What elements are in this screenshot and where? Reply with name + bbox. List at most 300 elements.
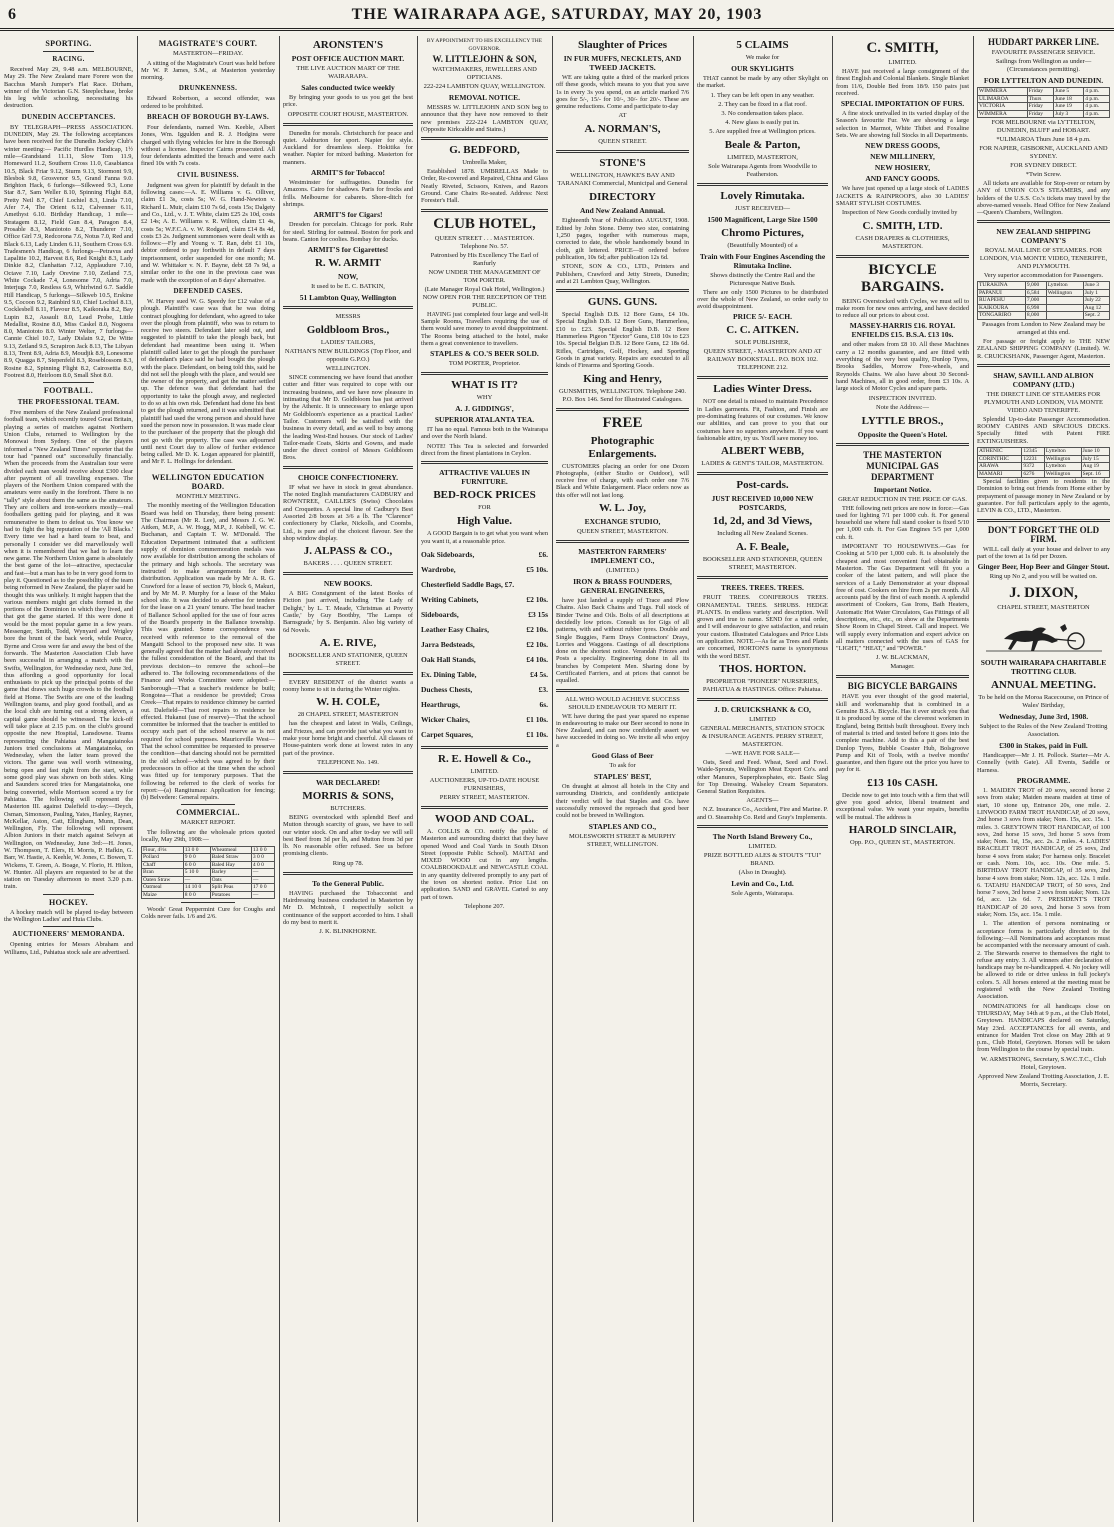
table-cell: Lyttelton	[1046, 282, 1083, 290]
column-sporting	[4, 36, 133, 1522]
article-text: A hockey match will be played to-day between the Wellington Ladies' and Huia Clubs.	[4, 908, 133, 924]
article-text: A sitting of the Magistrate's Court was held before Mr W. P. James, S.M., at Masterton yesterday morning.	[141, 59, 275, 82]
furniture-item-text: Writing Cabinets,	[421, 594, 479, 604]
ad-subheading: NEW ZEALAND SHIPPING COMPANY'S	[996, 227, 1091, 246]
section-heading: MAGISTRATE'S COURT.	[158, 39, 258, 48]
ad-subheading: MASSEY-HARRIS £16. ROYAL ENFIELDS £15. B.S.A. £13 10s.	[849, 321, 956, 340]
ad-divider	[421, 372, 548, 375]
price-row	[142, 884, 275, 892]
ad-text: HAVING purchased the Tobacconist and Hairdressing business conducted in Masterton by Mr D. McIntosh, I respectfully solicit a continuance of the support accorded to him. I shall do my best to merit it.	[283, 889, 413, 926]
furniture-item	[421, 697, 548, 712]
ad-divider	[421, 806, 548, 809]
ad-text: LADIES & GENT'S TAILOR, MASTERTON.	[701, 460, 824, 468]
table-cell: PAPANUI	[978, 289, 1026, 297]
ad-subheading: ARMIT'S for Cigars!	[313, 210, 383, 220]
table-cell: 13 0 0	[183, 846, 210, 854]
ad-divider	[697, 576, 828, 579]
ad-text: Westminster for suffragettes. Dunedin for Amazons. Cairo for shadows. Paris for frocks and frills. Melbourne for cabarets. Shore-ditch for shrimps.	[283, 179, 413, 208]
ad-text: FAVOURITE PASSENGER SERVICE.	[991, 49, 1096, 56]
ad-text: BOOKSELLER AND STATIONER, QUEEN STREET.	[288, 651, 408, 667]
ad-divider	[977, 519, 1110, 522]
table-cell: 14 10 0	[183, 884, 210, 892]
furniture-item-text: Carpet Squares,	[421, 729, 473, 739]
ad-text: GREAT REDUCTION IN THE PRICE OF GAS.	[838, 495, 967, 503]
article-text: W. Harvey sued W. G. Speedy for £12 value of a plough. Plaintiff's case was that he was doing contract ploughing for defendant, who agreed to take over the plough from plaintiff, who was to return to receive two steers. Defendant later sold out, and suggested to plaintiff to take the plough back, but defendant had meantime been using it. When plaintiff called later to get the plough the purchaser of defendant's place said he had bought the plough with the place. Defendant, on being told this, said he did not sell the plough with the place, and would see the owner of the property, and get the matter settled up. The defence was that defendant had the opportunity to take the plough away, and neglected to do so at his own risk. Defendant had done his best to get the plough returned, and it was submitted that plaintiff had used the wrong person and should have sued the person now in possession. It was made clear to the purchaser of the property that the plough did not go with the property. The case was adjourned until next Court day to allow of further evidence being called. Mr D. K. Logan appeared for plaintiff, and Mr F. L. Hollings for defendant.	[141, 297, 275, 466]
ad-text: *ULIMAROA Thurs June 18 4 p.m.	[996, 136, 1091, 143]
furniture-item-text: £3 15s	[528, 609, 548, 619]
ad-divider	[697, 698, 828, 701]
ad-text: J. K. BLINKHORNE.	[319, 928, 377, 936]
article-text: The following are the wholesale prices quoted locally, May 29th, 1908:—	[141, 828, 275, 844]
ad-text: OPPOSITE COURT HOUSE, MASTERTON.	[287, 110, 409, 118]
ad-divider	[556, 408, 689, 411]
article-text: BY TELEGRAPH—PRESS ASSOCIATION. DUNEDIN, May 29. The following acceptances have been received for the Dunedin Jockey Club's winter meeting:— Pacific Hurdles Handicap, 1½ mile—Grandstand 11.11, Slow Tom 11.9, Homeward 11.2, Southern Cross 11.0, Casabianca 10.5, Black Friar 9.12, Sturm 9.13, Stormont 9.9, Blesbok 9.8, Grosvenor 9.5, Grand Fanna 9.0. Brighton Hack, 6 furlongs—Silkweed 9.3, Lone Star 8.7, Sam Weller 8.10, Spinning Flight 8.8, Pretty Neil 8.7, Chief Lochiel 8.3, Linda 7.10, Afer 7.4, The Orient 6.12, Calvenner 6.11, Amethyst 6.10. Birthday Handicap, 1 mile—Stratagem 8.12, Field Gun 8.4, Paragon 8.4, Prosable 8.3, Maniototo 8.2, Thunderer 7.10, Office Girl 7.9, Redcorona 7.6, Notus 7.0, Red and Black 6.13, Lady Linden 6.11, Southern Cross 6.9. Tradesmen's Handicap, 6 furlongs—Petravus and Lapalitie 10.2, Harvest 8.6, Red Knight 8.3, Lady Dinkie 8.2, Clanhattan 7.12, Applaudure 7.10, Octave 7.10, Lady Orevine 7.10, Zetland 7.5, White Cockade 7.4, Lonesome 7.0, Adria 7.0, Interjugs 7.0, Restless 6.9, Whirlwind 6.7. Saddle Hill Handicap, 5 furlongs—Silkweb 10.5, Erskine 9.5, Cocoon 9.2, Rainbird 9.0, Chief Lochiel 8.13, Cocklesbell 8.11, Flavour 8.5, Kaikoraka 8.2, Bay Lupin 8.2, Assault 8.0, Lead Probe, Little Medallist, Rosine 8.0, Miss Caskel 8.0, Nogoera 8.0, Maniototo 8.0. Winter Welter, 7 furlongs—Cannie Chiel 10.7, Lady Dislain 9.2, De Witte 9.13, Zetland 9.5, Scrapiron Jack 8.13, The Libyan 8.13, Trent 8.9, Adria 8.9, Moudjik 8.9, Lonesome 8.9, Quagga 8.7, Stepenfeld 8.3, Roseblossom 8.3, Rosine 8.2, Spinning Flight 8.2, Cairosettia 8.0, Footrest 8.0, Heirloom 8.0, Small Shot 8.0.	[4, 123, 133, 379]
furniture-item	[421, 607, 548, 622]
table-cell: ATHENIC	[978, 448, 1022, 456]
ad-divider	[836, 675, 969, 678]
table-cell: Oats	[210, 876, 251, 884]
ad-subheading: The North Island Brewery Co.,	[712, 832, 813, 842]
sailing-row	[978, 110, 1110, 118]
ad-subheading: ARMIT'S for Cigarettes!	[307, 245, 389, 255]
ad-text: WELLINGTON, HAWKE'S BAY AND TARANAKI Commercial, Municipal and General	[557, 172, 688, 188]
furniture-item-text: Oak Hall Stands,	[421, 654, 476, 664]
ad-text: CUSTOMERS placing an order for one Dozen Photographs, (either Studio or Outdoor), will receive free of charge, with each order one 7/6 Black and White Enlargement. Place orders now as this offer will not last long.	[556, 462, 689, 499]
article-text: Five members of the New Zealand professional football team, which recently toured Great Britain, playing a series of matches against Northern Union Clubs, returned to Wellington by the Monowai from Sydney. One of the players informed a "New Zealand Times" reporter that the tour had "panned out" successfully financially. When the proceeds from the Australian tour were divided each man would receive about £300 clear after payment of all travelling expenses. The players of the Northern Union compared with the amateurs were easily in the forefront. There is no "tally" style about them the same as the amateurs. They are colliers and iron-workers mostly—real footballers getting paid for playing, and it was remunerative to them to defeat us. You know we had to fight the big reputation of the 'All Blacks.' Every time we had a hard team to beat, and personally I consider we did marvellously well when it is remembered that we had to learn the new game. The Northern Union game is absolutely the best game of the lot—attractive, spectacular and fast—but a man has to be in very good form to play it. Questioned as to the possibility of the team being reformed in New Zealand, the player said he thought this was unlikely. It might happen that the various members might get clubs formed in the portions of the Dominion in which they lived, and that got the game started. If this were done it would be the most popular game in a few years. Messenger, Smith, Todd, Wynyard and Wrigley bore the brunt of the back work, while Pearce, Byrne and Cross were far and away the best of the forwards. The Masterton Association Club have been successful in arranging a match with the Swifts, Wellington, for Wednesday next, June 3rd, thus affording a good opportunity for local enthusiasts to pick up the principal points of the game that draws such huge crowds to the football field at Home. The Swifts are one of the leading Wellington teams, and play good football, and as the local club are turning out a strong eleven, a capital game should be witnessed. The kick-off will take place at 2.15 p.m. on the club's ground opposite the new Hospital, Lansdowne. Teams representing the Pahiatua and Mangatainoka Juniors tried conclusions at Mangatainoka, on Wednesday, when the latter team proved the victors. The game was well worth witnessing, being open and fast right from the start, while some good play was shown on both sides. King and Saunders scored tries for Mangatainoka, one being converted, while Morrison scored a try for Pahiatua. The following will represent the Masterton III. against Dalefield to-day:—Deych, Osman, Simonson, Pauling, Yates, Hanley, Rayner, McKellar, Aston, Catt, Ellingham, Munn, Dean, Wellington, Fly. The following will represent Albion Juniors in their match against Selwyn at Wellington, on Wednesday, June 3rd:—H. Jones, W. Thompson, T. Elers, H. Morris, P. Hafkin, G. Barr, W. Hastie, A. Keehle, W. Jones, C. Bowen, T. Wickens, T. Green, A. Boage, V. Florio, H. Hilton, W. Hunter. All players are requested to be at the station on Tuesday afternoon to meet 3.20 p.m. train.	[4, 409, 133, 891]
subheading: MONTHLY MEETING.	[175, 492, 241, 500]
ad-text: Ring up 78.	[332, 859, 364, 867]
furniture-item-text: £2 10s.	[526, 594, 548, 604]
ad-subheading: Important Notice.	[873, 484, 932, 494]
ad-divider	[421, 461, 548, 464]
ad-text: HAVE you ever thought of the good material, skill and workmanship that is combined in a Genuine B.S.A. Bicycle. Has it ever struck you that it is produced by some of the cleverest workmen in England, being British built throughout. Every inch of material is tried and tested before it goes into the complete machine. Add to this a pair of the best Dunlop Tyres, Bubble Coaster Hub, Bolsgroove Pump and Kit of Tools, with a twelve months' guarantee, and then figure out the price you have to pay for it.	[836, 693, 969, 774]
subheading: THE PROFESSIONAL TEAM.	[17, 398, 120, 407]
table-cell: TONGARIRO	[978, 312, 1026, 320]
ad-heading: Goldbloom Bros.,	[306, 324, 390, 337]
table-cell: Aug 19	[1081, 463, 1109, 471]
ad-heading: BIG BICYCLE BARGAINS	[847, 681, 958, 692]
price-row	[142, 854, 275, 862]
furniture-item-text: £4 5s.	[530, 669, 548, 679]
ad-text: THE following nett prices are now in force:—Gas used for lighting 7/1 per 1000 cub. ft. For general household use where full stand cooker is fixed 5/10 per 1,000 cub. ft. For Gas Engines 5/5 per 1,000 cub. ft.	[836, 504, 969, 541]
ad-text: CASH DRAPERS & CLOTHIERS, MASTERTON.	[855, 234, 950, 250]
ad-subheading: A. J. GIDDINGS',	[455, 404, 514, 414]
ad-subheading: EXCHANGE STUDIO,	[584, 517, 661, 527]
table-cell: June 5	[1053, 88, 1083, 96]
ad-text: MESSRS	[335, 313, 361, 321]
furniture-item-text: £1 10s.	[526, 729, 548, 739]
section-heading: AUCTIONEERS' MEMORANDA.	[12, 930, 125, 939]
ad-subheading: JUST RECEIVED 10,000 NEW POSTCARDS,	[711, 494, 814, 513]
ad-text: There are only 1500 Pictures to be distributed over the whole of New Zealand, so order early to avoid disappointment.	[697, 288, 828, 311]
price-row	[142, 876, 275, 884]
ad-text: Established 1878. UMBRELLAS Made to Order, Re-covered and Repaired, China and Glass Neatly Riveted, Scissors, Knives, and Razors Ground. Cane Chairs Re-seated. Address: Next Forester's Hall.	[421, 168, 548, 205]
table-cell: 9,000	[1025, 282, 1046, 290]
ad-text: FOR MELBOURNE via LYTTELTON, DUNEDIN, BLUFF and HOBART.	[991, 119, 1096, 134]
ad-text: Handicapper—Mr J. H. Pollock. Starter—Mr A. Connelly (with Gate). All Events, Saddle or Harness.	[977, 752, 1110, 774]
ad-subheading: Levin and Co., Ltd.	[731, 879, 794, 889]
ad-divider	[556, 689, 689, 692]
table-cell: June 3	[1083, 282, 1109, 290]
ad-text: Dresden for porcelain. Chicago for pork. Ruhr for steel. Stirling for oatmeal. Boston for pork and beans. Canton for coolies. Bombay for ducks.	[283, 221, 413, 243]
sailing-row	[978, 95, 1110, 103]
table-cell: Wellington	[1044, 470, 1081, 478]
table-cell: Friday	[1027, 103, 1053, 111]
table-cell: —	[183, 876, 210, 884]
ad-text: Telephone 207.	[464, 902, 505, 910]
ad-text: PERRY STREET, MASTERTON.	[439, 793, 530, 801]
ad-subheading: 51 Lambton Quay, Wellington	[299, 293, 397, 303]
column-rule	[693, 36, 694, 1522]
ad-text: Umbrella Maker,	[462, 159, 507, 167]
table-cell: 4 p.m.	[1084, 95, 1110, 103]
ad-heading: Photographic Enlargements.	[588, 434, 657, 460]
furniture-item	[421, 712, 548, 727]
ad-subheading: FOR LYTTELTON AND DUNEDIN.	[983, 76, 1104, 85]
ad-heading: A. NORMAN'S,	[584, 123, 661, 136]
ad-text: QUEEN STREET.	[598, 138, 647, 146]
department-list	[836, 141, 969, 183]
section-heading: FOOTBALL.	[43, 386, 94, 396]
ad-text: Inspection of New Goods cordially invited by	[842, 209, 958, 217]
masthead	[0, 4, 1114, 31]
ad-text: On draught at almost all hotels in the City and surrounding Districts, and confidently anticipate their verdict will be that Staples and Co. have successfully removed the reproach that good beer could not be brewed in Wellington.	[556, 783, 689, 820]
ad-divider	[836, 255, 969, 258]
ad-divider	[697, 472, 828, 475]
table-cell: —	[251, 869, 274, 877]
ad-heading: GUNS. GUNS.	[587, 296, 658, 309]
ad-subheading: NEW BOOKS.	[323, 579, 373, 589]
ad-text: INSPECTION INVITED.	[868, 394, 937, 402]
column-rule	[279, 36, 280, 1522]
trotting-horse-illustration	[984, 615, 1104, 655]
table-cell: 4 p.m.	[1084, 110, 1110, 118]
table-cell: June 18	[1053, 95, 1083, 103]
ad-text: BAKERS . . . . QUEEN STREET.	[303, 560, 393, 568]
ad-text: 222-224 LAMBTON QUAY, WELLINGTON.	[423, 83, 546, 90]
ad-heading: WHAT IS IT?	[451, 379, 518, 392]
ad-subheading: STAPLES AND CO.,	[588, 821, 657, 831]
subheading: MASTERTON—FRIDAY.	[172, 50, 244, 57]
ad-text: 28 CHAPEL STREET, MASTERTON	[297, 711, 399, 719]
ad-heading: DIRECTORY	[589, 191, 656, 204]
ad-subheading: Good Glass of Beer	[591, 751, 654, 761]
ad-text: *Twin Screw.	[1025, 171, 1062, 178]
ad-text: 1. The attention of persons nominating or acceptance forms is particularly directed to the following:—All Nominations and acceptances must be accompanied with the necessary amount of cash. 2. The Stewards reserve to themselves the right to refuse any entry. 3. All winners after declaration of handicaps may be re-handicapped. 4. No jockey will be allowed to ride or drive unless in full jockey's colors. 5. All horses entered at the meeting must be registered with the New Zealand Trotting Association.	[977, 920, 1110, 1001]
subheading: MARKET REPORT.	[180, 819, 236, 827]
article-text: Opening entries for Messrs Abraham and Williams, Ltd., Pahiatua stock sale are advertised.	[4, 941, 133, 956]
table-cell: Wellington	[1044, 455, 1081, 463]
table-cell: 4 p.m.	[1084, 88, 1110, 96]
furniture-item	[421, 667, 548, 682]
ad-divider	[556, 540, 689, 543]
ad-text: To ask for	[609, 762, 636, 770]
list-item: NEW MILLINERY,	[870, 152, 935, 162]
ad-text: WE are taking quite a third of the marked prices off these goods, which means to you that you save 1s in every 3s you spend, on an article marked 7/6 goes for 5/-, 15/- for 10/-, 30/- for 20/-. These are genuine reductions. Come and participate to-day	[556, 74, 689, 111]
ad-heading: FREE	[602, 414, 643, 431]
table-cell: 7,000	[1025, 297, 1046, 305]
furniture-item-text: £4 10s.	[526, 654, 548, 664]
column-ads-1	[283, 36, 413, 1522]
ad-subheading: Ginger Beer, Hop Beer and Ginger Stout.	[977, 562, 1110, 572]
table-cell: 6276	[1022, 470, 1045, 478]
furniture-item-text: £2 10s.	[526, 624, 548, 634]
furniture-item	[421, 577, 548, 592]
ad-text: QUEEN STREET, MASTERTON.	[576, 528, 669, 536]
ad-text: THE DIRECT LINE OF STEAMERS FOR PLYMOUTH AND LONDON, VIA MONTE VIDEO AND TENERIFFE.	[984, 390, 1103, 414]
ad-text: (Late Manager Royal Oak Hotel, Wellington.) NOW OPEN FOR THE RECEPTION OF THE PUBLIC.	[422, 285, 547, 309]
table-cell: Bran	[142, 869, 184, 877]
price-row	[142, 846, 275, 854]
section-heading: HOCKEY.	[49, 897, 88, 907]
ad-heading: High Value.	[456, 515, 513, 528]
table-cell: Friday	[1027, 110, 1053, 118]
ad-text: Approved New Zealand Trotting Association, J. E. Morris, Secretary.	[977, 1072, 1110, 1088]
table-cell: 12231	[1022, 455, 1045, 463]
furniture-item	[421, 727, 548, 742]
column-ads-2	[421, 36, 548, 1522]
ad-text: Decide now to get into touch with a firm that will give you good advice, liberal treatment and exceptional value. We want your repairs, benefits will be mutual. The address is	[836, 791, 969, 821]
ad-divider	[283, 123, 413, 126]
ad-text: IF what we have in stock in great abundance. The noted English manufacturers CADBURY and ROWNTREE, CAILLER'S (Swiss) Chocolates and Croquettes. A special line of Cadbury's Best Assorted 2/8 boxes at 3/6 a lb. The "Clarence" confectionery by Clarke, Nickolls, and Coombs, Ltd., is pure and of the choicest flavour. See the shop window display.	[283, 483, 413, 542]
furniture-item-text: £6.	[538, 549, 548, 559]
ad-text: (Beautifully Mounted) of a	[727, 241, 798, 249]
ad-subheading: SUPERIOR ATALANTA TEA.	[434, 415, 535, 425]
table-cell: 9 0 0	[183, 854, 210, 862]
ad-text: Opp. P.O., QUEEN ST., MASTERTON.	[850, 838, 955, 846]
ad-subheading: IRON & BRASS FOUNDERS, GENERAL ENGINEERS,	[573, 577, 672, 596]
ad-subheading: SOUTH WAIRARAPA CHARITABLE TROTTING CLUB.	[980, 658, 1107, 677]
ad-text: W. ARMSTRONG, Secretary, S.W.C.T.C., Club Hotel, Greytown.	[980, 1055, 1107, 1071]
ad-heading: J. ALPASS & CO.,	[303, 545, 393, 558]
ad-text: TOM PORTER, Proprietor.	[448, 360, 521, 368]
ad-heading: BED-ROCK PRICES	[433, 489, 536, 502]
ad-subheading: SHAW, SAVILL AND ALBION COMPANY (LTD.)	[993, 370, 1094, 389]
table-cell: July 22	[1083, 297, 1109, 305]
ad-text: By bringing your goods to us you get the best price.	[283, 94, 413, 109]
table-cell: Oatmeal	[142, 884, 184, 892]
list-item: NEW DRESS GOODS,	[865, 141, 940, 151]
ad-heading: W. L. Joy,	[599, 502, 646, 515]
ad-text: LIMITED.	[470, 767, 499, 775]
table-cell: 3 0 0	[251, 854, 274, 862]
sailing-row	[978, 455, 1110, 463]
ad-text: Patronised by His Excellency The Earl of Ranfurly	[430, 251, 539, 267]
ad-heading: A. F. Beale,	[735, 541, 790, 554]
table-cell: July 15	[1081, 455, 1109, 463]
list-item: 3. No condensation takes place.	[721, 109, 804, 117]
furniture-item-text: Wardrobe,	[421, 564, 456, 574]
ad-text: Sailings from Wellington as under—(Circumstances permitting).	[995, 58, 1092, 73]
furniture-item	[421, 682, 548, 697]
ad-heading: A. E. RIVE,	[319, 636, 377, 649]
ad-subheading: 1500 Magnificent, Large Size 1500	[707, 214, 818, 224]
table-cell: Sept. 16	[1081, 470, 1109, 478]
ad-subheading: POST OFFICE AUCTION MART.	[291, 54, 405, 63]
sailing-row	[978, 289, 1110, 297]
table-cell: Flour, 4½s	[142, 846, 184, 854]
ad-text: NATHAN'S NEW BUILDINGS (Top Floor, and opposite G.P.O.)	[284, 348, 412, 364]
shaw-table	[977, 447, 1110, 478]
ad-subheading: REMOVAL NOTICE.	[448, 93, 521, 102]
ad-text: It used to be E. C. BATKIN,	[311, 283, 385, 291]
table-cell: 6,998	[1025, 304, 1046, 312]
ad-text: Note the Address:—	[875, 403, 930, 411]
ad-heading: £13 10s CASH.	[867, 776, 938, 789]
table-cell: Aug 12	[1083, 304, 1109, 312]
ad-text: A fine stock unrivalled in its varied display of the Season's favourite Fur. We are showing a large selection in Marmot, White Thibet and Foxaline Sets. We are showing full Stocks in all Departments.	[836, 110, 969, 140]
ad-heading: Beale & Parton,	[724, 138, 801, 151]
ad-subheading: CHOICE CONFECTIONERY.	[298, 472, 398, 482]
ad-text: HAVE just received a large consignment of the finest English and Colonial Blankets. Single Blanket from 11/6, Double Bed from 18/9. 150 pairs just received.	[836, 68, 969, 97]
ad-text: BOOKSELLER AND STATIONER, QUEEN STREET, MASTERTON.	[702, 556, 823, 572]
ad-text: NOT one detail is missed to maintain Precedence in Ladies garments. Fit, Fashion, and Finish are pre-dominating features of our costumes. We know our abilities, and can prove to you that our costumes have no superiors anywhere. If you want fashionable attire, try us. You'll save money too.	[697, 398, 828, 442]
ad-subheading: TREES. TREES. TREES.	[721, 583, 804, 593]
sailing-row	[978, 103, 1110, 111]
article-text: Four defendants, named Wm. Keeble, Albert Jones, Wm. Iggulden and R. J. Hodgins were charged with flying vehicles for hire in the Borough without a license. Inspector Cairns prosecuted. All four defendants admitted the breach and were each fined 10s with 7s costs.	[141, 123, 275, 168]
table-cell	[1046, 312, 1083, 320]
ad-text: MOLESWORTH STREET & MURPHY STREET, WELLINGTON.	[569, 832, 676, 848]
ad-heading: ALBERT WEBB,	[721, 445, 804, 458]
ad-divider	[283, 572, 413, 575]
article-text: Judgment was given for plaintiff by default in the following cases:—A. E. Williams v. G. Olliver, claim £1 3s, costs 5s; W. G. Hand-Newton v. Richard L. Muir, claim £10 7s 6d, costs 15s; Dalgety and Co., Ltd., v. J. T. White, claim £25 2s 10d, costs £2 14s; A. E. Williams v. R. Wilton, claim £1 4s, costs 5s; W.F.C.A. v. W. Rodgard, claim £14 8s 4d, costs £3 2s. Judgment summonses were dealt with as follows:—Fly and Young v. T. Ran, debt £1 10s, debtor ordered to pay forthwith in default 7 days imprisonment, order suspended for one month; M. and W. Whittaker v. N. F. Bayne, debt £8 7s 9d, a similar order to the one in the previous case was made with the exception of an 8 days' alternative.	[141, 181, 275, 284]
table-cell: July 1	[1083, 289, 1109, 297]
ad-subheading: And New Zealand Annual.	[579, 206, 666, 216]
ad-divider	[697, 183, 828, 186]
ad-heading: R. E. Howell & Co.,	[438, 752, 531, 765]
ad-divider	[836, 443, 969, 446]
ad-text: WATCHMAKERS, JEWELLERS AND OPTICIANS.	[432, 66, 537, 81]
ad-subheading: NOW,	[338, 272, 358, 282]
table-cell: 4 0 0	[251, 861, 274, 869]
column-rule	[973, 36, 974, 1522]
table-cell: ULIMAROA	[978, 95, 1028, 103]
ad-subheading: Opposite the Queen's Hotel.	[857, 429, 948, 439]
ad-subheading: ATTRACTIVE VALUES IN FURNITURE.	[439, 468, 530, 487]
ad-subheading: Sales conducted twice weekly	[301, 83, 395, 92]
list-item: 1. They can be left open in any weather.	[710, 91, 815, 99]
column-shipping	[977, 36, 1110, 1522]
ad-heading: C. SMITH, LTD.	[862, 219, 943, 232]
ad-text: WILL call daily at your house and deliver to any part of the town at 1s 6d per Dozen.	[977, 545, 1110, 560]
subheading: DRUNKENNESS.	[178, 84, 238, 93]
ad-divider	[283, 306, 413, 309]
ad-text: PROPRIETOR "PIONEER" NURSERIES, PAHIATUA & HASTINGS. Office: Pahiatua.	[702, 677, 823, 693]
column-court	[141, 36, 275, 1522]
ad-text: N.Z. Insurance Co., Accident, Fire and Marine. P. and O. Steamship Co. Reid and Gray's Implements.	[697, 806, 828, 821]
ad-text: 1. MAIDEN TROT of 20 sovs, second horse 2 sovs from stake; Maiden means maiden at time of start, 10 stone up, Entrance 20s, one mile. 2. LINWOOD FARM TROT HANDICAP, of 20 sovs, 2nd horse 3 sovs from stake; Nom. 15s, acc. 15s. 1 miles. 3. GREYTOWN TROT HANDICAP, of 100 sovs, 2nd horse 15 sovs, 3rd horse 5 sovs from stake; Nom. 1st, 15s, acc. 2s. 2 miles. 4. LADIES' BRACELET TROT HANDICAP, of 25 sovs, 2nd horse 4 sovs from stake; For harness only. Bracelet or cash. Nom. 10s, acc. 10s. One mile. 5. BIRTHDAY TROT HANDICAP, of 35 sovs, 2nd horse 4 sovs from stake; Nom. 12s, acc. 12s. 1 mile. 6. TATAHU HANDICAP TROT, of 50 sovs, 2nd horse 7 sovs, 3rd horse 2 sovs from stake; Nom. 12s 6d, acc. 12s 6d. 7. PRESIDENT'S TROT HANDICAP of 20 sovs, 2nd horse 3 sovs from stake; Nom. 15s, acc. 15s. 1 mile.	[977, 787, 1110, 919]
furniture-item-text: Wicker Chairs,	[421, 714, 470, 724]
ad-divider	[421, 137, 548, 140]
ad-text: A BIG Consignment of the latest Books of Fiction just arrived, including 'The Lady of Delight,' by L. T. Meade, 'Christmas at Poverty Castle,' by Guy Boothby, 'The Lamps of Barnsgrade,' by S. Benjamin. Also big variety of 6d Novels.	[283, 590, 413, 634]
subheading: DUNEDIN ACCEPTANCES.	[21, 112, 116, 121]
table-cell: Thurs	[1027, 95, 1053, 103]
furniture-item-text: £1 10s.	[526, 714, 548, 724]
ad-text: GENERAL MERCHANTS, STATION STOCK & INSURANCE AGENTS. PERRY STREET, MASTERTON.	[700, 724, 825, 748]
ad-subheading: OUR SKYLIGHTS	[731, 64, 794, 73]
furniture-item-text: Sideboards,	[421, 609, 459, 619]
table-cell: 8 0 0	[183, 891, 210, 899]
ad-text: WHY	[476, 394, 493, 402]
ad-heading: THOS. HORTON.	[718, 662, 807, 675]
ad-text: Including all New Zealand Scenes.	[717, 530, 808, 538]
table-cell: Sept. 2	[1083, 312, 1109, 320]
furniture-item	[421, 562, 548, 577]
ad-text: TELEPHONE No. 149.	[317, 758, 379, 766]
ad-divider	[283, 672, 413, 675]
ad-subheading: To the General Public.	[312, 878, 384, 888]
table-cell: July 3	[1053, 110, 1083, 118]
ad-divider	[697, 376, 828, 379]
table-cell: —	[251, 891, 274, 899]
section-heading: COMMERCIAL.	[176, 808, 240, 818]
furniture-price-list	[421, 547, 548, 742]
table-cell: Potatoes	[210, 891, 251, 899]
ad-text: (LIMITED.)	[606, 567, 639, 575]
sailing-table	[977, 87, 1110, 118]
furniture-item-text: £3.	[538, 684, 548, 694]
ad-heading: CLUB HOTEL,	[433, 215, 536, 232]
ad-divider	[283, 466, 413, 469]
table-cell: RUAPEHU	[978, 297, 1026, 305]
ad-text: AGENTS—	[746, 797, 779, 805]
subheading: RACING.	[52, 55, 85, 63]
ad-heading: HUDDART PARKER LINE.	[987, 37, 1100, 47]
ad-heading: MORRIS & SONS,	[302, 789, 394, 802]
table-cell: WIMMERA	[978, 88, 1028, 96]
ad-divider	[421, 209, 548, 212]
table-cell: TURAKINA	[978, 282, 1026, 290]
ad-text: AUCTIONEERS, UP-TO-DATE HOUSE FURNISHERS,	[429, 776, 540, 792]
sailing-row	[978, 304, 1110, 312]
ad-heading: C. C. AITKEN.	[726, 324, 799, 337]
table-cell: Lyttelton	[1044, 463, 1081, 471]
sailing-row	[978, 88, 1110, 96]
table-cell: ARAWA	[978, 463, 1022, 471]
subheading: BREACH OF BOROUGH BY-LAWS.	[146, 112, 270, 121]
ad-heading: J. DIXON,	[1009, 585, 1078, 602]
ad-divider	[977, 220, 1110, 223]
ad-subheading: PROGRAMME.	[1016, 776, 1071, 786]
column-ads-4	[697, 36, 828, 1522]
article-text: Woods' Great Peppermint Cure for Coughs and Colds never fails. 1/6 and 2/6.	[141, 906, 275, 921]
furniture-item-text: Oak Sideboards,	[421, 549, 475, 559]
table-cell: 17 0 0	[251, 884, 274, 892]
ad-text: THAT cannot be made by any other Skylight on the market.	[697, 75, 828, 90]
ad-text: ROYAL MAIL LINE OF STEAMERS. FOR LONDON, VIA MONTE VIDEO, TENERIFFE, AND PLYMOUTH.	[979, 247, 1108, 271]
ad-text: (Also in Draught).	[738, 869, 787, 877]
ad-divider	[556, 289, 689, 292]
ad-divider	[697, 825, 828, 828]
ad-text: NOTE! This Tea is selected and forwarded direct from the finest plantations in Ceylon.	[421, 442, 548, 458]
column-rule	[137, 36, 138, 1522]
ad-text: To be held on the Moroa Racecourse, on Prince of Wales' Birthday,	[978, 694, 1109, 710]
ad-text: THE LIVE AUCTION MART OF THE WAIRARAPA.	[296, 65, 400, 80]
ad-subheading: £300 in Stakes, paid in Full.	[999, 741, 1088, 751]
ad-text: FOR NAPIER, GISBORNE, AUCKLAND AND SYDNEY.	[979, 145, 1108, 160]
price-row	[142, 869, 275, 877]
column-rule	[417, 36, 418, 1522]
ad-subheading: WAR DECLARED!	[316, 777, 380, 787]
divider	[181, 902, 235, 903]
furniture-item-text: £2 10s.	[526, 639, 548, 649]
table-cell: 5 10 0	[183, 869, 210, 877]
skylight-claims-list	[697, 92, 828, 136]
ad-text: EVERY RESIDENT of the district wants a roomy home to sit in during the Winter nights.	[283, 678, 413, 694]
ad-text: LIMITED.	[748, 843, 777, 851]
list-item: NEW HOSIERY,	[874, 163, 931, 173]
furniture-item	[421, 592, 548, 607]
